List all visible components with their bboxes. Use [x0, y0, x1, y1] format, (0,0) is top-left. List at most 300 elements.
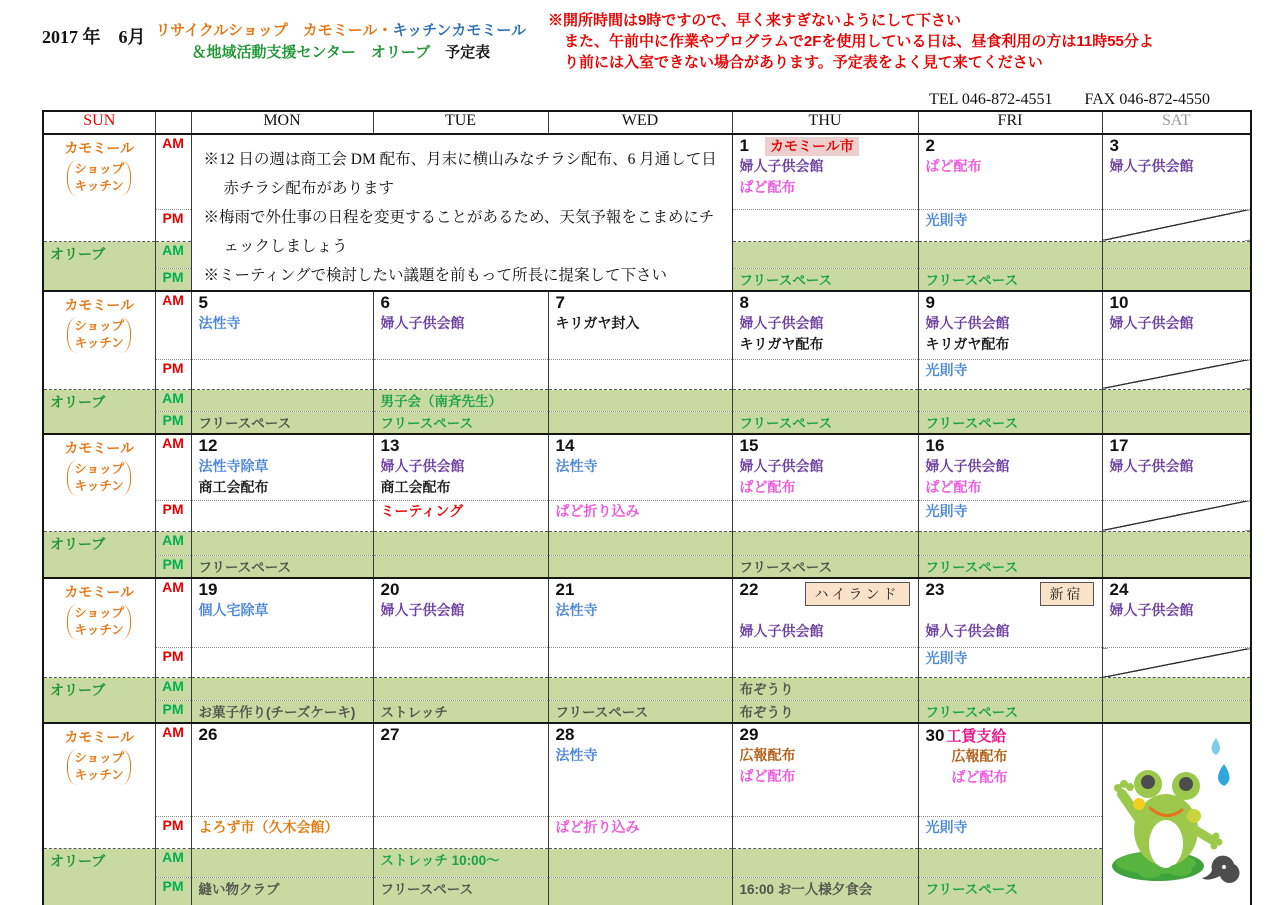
- olive-pm-events-day16: [919, 556, 1102, 577]
- shop-label: ショップ: [74, 319, 125, 333]
- olive-label: オリーブ: [50, 852, 106, 869]
- week2-row0: [43, 291, 1251, 359]
- event-label: フリースペース: [925, 705, 1019, 720]
- day-number-row: [733, 579, 918, 606]
- am-events-day27: [374, 745, 548, 747]
- pm-events-day2: [919, 210, 1102, 233]
- pm-events-day22: [733, 648, 918, 650]
- olive-pm-events-day6: [374, 412, 548, 433]
- day-number: 1: [739, 136, 749, 155]
- olive-pm-events-day8: [733, 412, 918, 433]
- day-header-spacer: [155, 111, 191, 134]
- day-number: 22: [739, 579, 759, 599]
- cell-olive-pm-day16: [918, 555, 1102, 578]
- event-label: ぱど折り込み: [555, 502, 640, 519]
- event-label: 男子会（南斉先生）: [380, 393, 502, 409]
- kamomiru-label: カモミール: [64, 729, 135, 745]
- day-number-wrap: [556, 293, 565, 313]
- olive-pm-events-day9: [919, 412, 1102, 433]
- calendar-table: [42, 110, 1252, 905]
- row-label-am: AM: [155, 723, 191, 816]
- cell-olive-am-day23: [918, 678, 1102, 701]
- day-number: 10: [1109, 293, 1129, 312]
- shop-kitchen-bracket: [67, 160, 131, 196]
- event-label: 光則寺: [925, 361, 968, 378]
- olive-pm-events-day5: [192, 412, 373, 433]
- kamomiru-row-label: [43, 578, 155, 678]
- day-number-wrap: [1110, 436, 1129, 456]
- olive-pm-events-day15: [733, 556, 918, 577]
- day-number-row: [1103, 292, 1251, 313]
- cell-pm-day20: [373, 648, 548, 678]
- event-label: 商工会配布: [380, 478, 451, 495]
- cell-am-day10: [1102, 291, 1251, 359]
- week4-row2: [43, 678, 1251, 701]
- day-number-wrap: [556, 580, 575, 600]
- cell-am-day16: [918, 434, 1102, 501]
- cell-olive-am-day15: [732, 531, 918, 555]
- pm-events-day17: [1103, 501, 1251, 503]
- event-label: ストレッチ: [380, 705, 448, 720]
- cell-olive-am-day26: [191, 848, 373, 877]
- kamomiru-label: カモミール: [64, 439, 135, 456]
- olive-pm-events-day30: [919, 878, 1102, 899]
- cell-am-day15: [732, 434, 918, 501]
- cell-olive-am-day27: [373, 848, 548, 877]
- shop-label: ショップ: [74, 162, 125, 176]
- cell-olive-pm-day12: [191, 555, 373, 578]
- cell-am-day30: [918, 723, 1102, 816]
- day-number: 29: [739, 725, 759, 744]
- cell-pm-day8: [732, 359, 918, 389]
- day-number-wrap: [926, 436, 945, 456]
- event-label: 光則寺: [925, 818, 968, 835]
- cell-pm-day17: [1102, 500, 1251, 531]
- pm-events-day13: [374, 501, 548, 524]
- day-header-thu: THU: [732, 111, 918, 134]
- day-number: 17: [1109, 435, 1129, 455]
- cell-olive-pm-day9: [918, 411, 1102, 434]
- day-number-wrap: [926, 725, 1007, 746]
- title-olive-center: ＆地域活動支援センター オリーブ: [191, 44, 431, 61]
- cell-olive-pm-day26: [191, 877, 373, 905]
- cell-olive-pm-day20: [373, 701, 548, 724]
- row-label-olive-am: AM: [155, 531, 191, 555]
- day-number-row: [374, 724, 548, 745]
- cell-olive-pm-day28: [548, 877, 732, 905]
- day-number: 8: [739, 293, 749, 312]
- am-events-day2: [919, 156, 1102, 179]
- week2-row3: [43, 411, 1251, 434]
- row-label-olive-pm: PM: [155, 877, 191, 905]
- event-label: フリースペース: [739, 415, 833, 431]
- day-number-row: [374, 292, 548, 313]
- olive-pm-events-day2: [919, 269, 1102, 290]
- cell-am-day28: [548, 723, 732, 816]
- day-number: 9: [925, 293, 935, 312]
- pm-events-day6: [374, 360, 548, 362]
- am-events-day30: [919, 746, 1102, 790]
- day-number-wrap: [381, 580, 400, 600]
- event-label: 広報配布: [739, 747, 796, 763]
- cell-am-day8: [732, 291, 918, 359]
- kitchen-label: キッチン: [74, 336, 124, 350]
- day-header-wed: WED: [548, 111, 732, 134]
- row-label-olive-am: AM: [155, 389, 191, 411]
- cell-pm-day13: [373, 500, 548, 531]
- kamomiru-row-label: [43, 434, 155, 532]
- cell-pm-day5: [191, 359, 373, 389]
- event-label: フリースペース: [739, 273, 833, 288]
- cell-olive-pm-day5: [191, 411, 373, 434]
- event-label: キリガヤ封入: [555, 315, 640, 331]
- week3-row2: [43, 531, 1251, 555]
- shop-label: ショップ: [74, 751, 125, 765]
- am-events-day14: [549, 456, 732, 479]
- pm-events-day29: [733, 817, 918, 819]
- pm-events-day15: [733, 501, 918, 503]
- day-number: 23: [925, 579, 945, 599]
- olive-label: オリーブ: [50, 682, 106, 698]
- row-label-pm: PM: [155, 816, 191, 848]
- cell-olive-pm-day7: [548, 411, 732, 434]
- cell-olive-am-day5: [191, 389, 373, 411]
- cell-olive-am-day22: [732, 678, 918, 701]
- note-line: ※梅雨で外仕事の日程を変更することがあるため、天気予報をこまめにチェックしましょう: [203, 209, 715, 255]
- day-number-row: [192, 724, 373, 745]
- day-number-wrap: [1110, 136, 1119, 156]
- am-events-day29: [733, 745, 918, 789]
- event-label: 16:00 お一人様夕食会: [739, 881, 873, 897]
- event-label: 婦人子供会館: [1109, 315, 1194, 331]
- event-label: フリースペース: [380, 415, 474, 431]
- day-number: 24: [1109, 579, 1129, 599]
- notes-text: [192, 135, 732, 290]
- am-events-day7: [549, 313, 732, 336]
- am-events-day9: [919, 313, 1102, 357]
- kamomiru-label: カモミール: [64, 140, 135, 156]
- olive-pm-events-day27: [374, 878, 548, 899]
- pm-events-day19: [192, 648, 373, 650]
- shop-kitchen-bracket: [67, 749, 131, 785]
- cell-olive-pm-day30: [918, 877, 1102, 905]
- day-number-row: [1103, 435, 1251, 456]
- kitchen-label: キッチン: [74, 622, 124, 637]
- kitchen-label: キッチン: [74, 179, 124, 193]
- event-label: フリースペース: [925, 273, 1019, 288]
- title-date: 2017 年 6月: [42, 27, 146, 47]
- cell-pm-day12: [191, 500, 373, 531]
- day-number: 13: [380, 435, 400, 455]
- day-number: 6: [380, 293, 390, 312]
- am-events-day13: [374, 456, 548, 500]
- cell-olive-am-day20: [373, 678, 548, 701]
- kamomiru-row-label: [43, 723, 155, 848]
- olive-pm-events-day1: [733, 269, 918, 290]
- cell-olive-am-day30: [918, 848, 1102, 877]
- row-label-olive-pm: PM: [155, 269, 191, 292]
- week5-row0: [43, 723, 1251, 816]
- cell-olive-am-day1: [732, 241, 918, 269]
- am-events-day3: [1103, 156, 1251, 179]
- week5-row3: [43, 877, 1251, 905]
- event-label: 婦人子供会館: [925, 315, 1010, 331]
- olive-row-label: [43, 389, 155, 434]
- day-number-row: [374, 579, 548, 600]
- cell-am-day17: [1102, 434, 1251, 501]
- week3-row3: [43, 555, 1251, 578]
- event-label: 婦人子供会館: [925, 457, 1010, 474]
- event-label: 婦人子供会館: [380, 315, 465, 331]
- week3-row1: [43, 500, 1251, 531]
- kamomiru-label: カモミール: [64, 583, 135, 600]
- event-label: 法性寺: [198, 315, 241, 331]
- row-label-pm: PM: [155, 500, 191, 531]
- shop-kitchen-bracket: [67, 317, 131, 353]
- event-label: 婦人子供会館: [1109, 158, 1194, 174]
- cell-olive-am-day29: [732, 848, 918, 877]
- cell-olive-am-day13: [373, 531, 548, 555]
- pm-events-day7: [549, 360, 732, 362]
- olive-row-label: [43, 678, 155, 724]
- cell-olive-am-day14: [548, 531, 732, 555]
- cell-pm-day7: [548, 359, 732, 389]
- day-number-row: [919, 292, 1102, 313]
- event-label: フリースペース: [555, 705, 649, 720]
- event-label: 光則寺: [925, 650, 968, 666]
- row-label-pm: PM: [155, 359, 191, 389]
- notice-line: ※開所時間は9時ですので、早く来すぎないようにして下さい: [548, 12, 962, 29]
- day-number-row: [919, 435, 1102, 456]
- am-events-day12: [192, 456, 373, 500]
- day-number: 16: [925, 435, 945, 455]
- notice-line: また、午前中に作業やプログラムで2Fを使用している日は、昼食利用の方は11時55分よ: [564, 33, 1154, 50]
- day-number-row: [192, 579, 373, 600]
- event-label: フリースペース: [198, 415, 292, 431]
- am-events-day17: [1103, 456, 1251, 479]
- cell-olive-pm-day10: [1102, 411, 1251, 434]
- day-number-row: [374, 435, 548, 456]
- cell-olive-am-day16: [918, 531, 1102, 555]
- cell-pm-day2: [918, 209, 1102, 241]
- cell-olive-am-day28: [548, 848, 732, 877]
- cell-olive-pm-day21: [548, 701, 732, 724]
- day-number: 21: [555, 579, 575, 599]
- day-number-wrap: [740, 436, 759, 456]
- cell-olive-am-day3: [1102, 241, 1251, 269]
- am-events-day20: [374, 600, 548, 623]
- cell-pm-day22: [732, 648, 918, 678]
- day-number: 28: [555, 725, 575, 744]
- week5-row1: [43, 816, 1251, 848]
- cell-pm-day30: [918, 816, 1102, 848]
- cell-olive-pm-day29: [732, 877, 918, 905]
- am-events-day10: [1103, 313, 1251, 336]
- header-row: [43, 111, 1251, 134]
- note-line: ※ミーティングで検討したい議題を前もって所長に提案して下さい: [203, 267, 667, 284]
- cell-pm-day29: [732, 816, 918, 848]
- week2-row1: [43, 359, 1251, 389]
- day-number: 14: [555, 435, 575, 455]
- event-label: 光則寺: [925, 502, 968, 519]
- cell-olive-am-day2: [918, 241, 1102, 269]
- cell-am-day23: [918, 578, 1102, 648]
- event-label: 婦人子供会館: [739, 315, 824, 331]
- day-number: 30: [925, 726, 945, 745]
- cell-olive-pm-day24: [1102, 701, 1251, 724]
- cell-olive-pm-day1: [732, 269, 918, 292]
- olive-label: オリーブ: [50, 245, 106, 262]
- row-label-olive-am: AM: [155, 848, 191, 877]
- event-label: フリースペース: [380, 881, 474, 897]
- week2-row2: [43, 389, 1251, 411]
- week3-row0: [43, 434, 1251, 501]
- pm-events-day1: [733, 210, 918, 212]
- olive-pm-events-day29: [733, 878, 918, 899]
- cell-olive-pm-day17: [1102, 555, 1251, 578]
- day-number-wrap: [199, 293, 208, 313]
- week4-row0: [43, 578, 1251, 648]
- event-label: ストレッチ 10:00～: [380, 852, 500, 868]
- event-label: ぱど配布: [925, 158, 982, 174]
- am-events-day15: [733, 456, 918, 500]
- pm-events-day3: [1103, 210, 1251, 212]
- row-label-pm: PM: [155, 209, 191, 241]
- event-label: 婦人子供会館: [1109, 601, 1194, 618]
- row-label-pm: PM: [155, 648, 191, 678]
- kamomiru-market-badge: カモミール市: [765, 137, 859, 156]
- pm-events-day8: [733, 360, 918, 362]
- cell-am-day21: [548, 578, 732, 648]
- event-label: ぱど折り込み: [555, 818, 640, 835]
- event-label: 布ぞうり: [739, 705, 794, 720]
- cell-pm-day21: [548, 648, 732, 678]
- kamomiru-label: カモミール: [64, 297, 135, 313]
- destination-box: ハイランド: [805, 582, 910, 606]
- cell-olive-pm-day27: [373, 877, 548, 905]
- event-label: 婦人子供会館: [925, 622, 1010, 639]
- shop-label: ショップ: [74, 605, 125, 620]
- day-number: 2: [925, 136, 935, 155]
- olive-am-events-day27: [374, 849, 548, 870]
- olive-pm-events-day23: [919, 701, 1102, 722]
- day-number-row: [919, 579, 1102, 606]
- olive-label: オリーブ: [50, 535, 106, 552]
- day-number-row: [1103, 579, 1251, 600]
- am-events-day21: [549, 600, 732, 623]
- cell-am-day2: [918, 134, 1102, 209]
- day-number-row: [919, 135, 1102, 156]
- cell-pm-day26: [191, 816, 373, 848]
- day-number-wrap: [1110, 293, 1129, 313]
- cell-olive-am-day12: [191, 531, 373, 555]
- day-number-row: [549, 579, 732, 600]
- olive-label: オリーブ: [50, 393, 106, 410]
- kitchen-label: キッチン: [74, 478, 124, 493]
- event-label: ぱど配布: [739, 478, 796, 495]
- shop-label: ショップ: [74, 461, 125, 476]
- shop-kitchen-bracket: [67, 460, 131, 496]
- frog-cell: [1102, 723, 1251, 905]
- week4-row1: [43, 648, 1251, 678]
- row-label-olive-pm: PM: [155, 411, 191, 434]
- cell-am-day26: [191, 723, 373, 816]
- event-label: 法性寺除草: [198, 457, 269, 474]
- day-number: 19: [198, 579, 218, 599]
- event-label: 婦人子供会館: [380, 457, 465, 474]
- day-number-row: [549, 435, 732, 456]
- day-number-row: [549, 724, 732, 745]
- olive-row-label: [43, 241, 155, 291]
- event-label: 個人宅除草: [198, 601, 269, 618]
- cell-am-day13: [373, 434, 548, 501]
- event-label: 婦人子供会館: [739, 158, 824, 174]
- am-events-day5: [192, 313, 373, 336]
- cell-pm-day16: [918, 500, 1102, 531]
- title-shop-name: リサイクルショップ カモミール・: [155, 22, 393, 39]
- olive-pm-events-day19: [192, 701, 373, 722]
- day-number: 3: [1109, 136, 1119, 155]
- day-number-wrap: [740, 580, 759, 600]
- cell-pm-day6: [373, 359, 548, 389]
- event-label: ミーティング: [380, 502, 464, 519]
- cell-am-day19: [191, 578, 373, 648]
- event-label: 婦人子供会館: [1109, 457, 1194, 474]
- event-label: お菓子作り(チーズケーキ): [198, 705, 356, 720]
- cell-olive-am-day6: [373, 389, 548, 411]
- day-number-wrap: [199, 725, 218, 745]
- note-line: ※12 日の週は商工会 DM 配布、月末に横山みなチラシ配布、6 月通して日赤チラシ配布があります: [203, 151, 717, 197]
- am-events-day6: [374, 313, 548, 336]
- am-events-day24: [1103, 600, 1251, 623]
- day-number-wrap: [740, 293, 749, 313]
- day-number-row: [192, 435, 373, 456]
- cell-pm-day15: [732, 500, 918, 531]
- day-number-wrap: [740, 136, 859, 156]
- olive-pm-events-day26: [192, 878, 373, 899]
- day-number-wrap: [381, 725, 400, 745]
- pm-events-day26: [192, 817, 373, 840]
- day-number-wrap: [1110, 580, 1129, 600]
- olive-pm-events-day21: [549, 701, 732, 722]
- am-events-day23: [919, 621, 1102, 644]
- cell-olive-pm-day2: [918, 269, 1102, 292]
- pm-events-day10: [1103, 360, 1251, 362]
- event-label: キリガヤ配布: [925, 336, 1010, 352]
- kamomiru-row-label: [43, 291, 155, 389]
- am-events-day16: [919, 456, 1102, 500]
- row-label-olive-am: AM: [155, 241, 191, 269]
- cell-olive-pm-day13: [373, 555, 548, 578]
- am-events-day8: [733, 313, 918, 357]
- row-label-am: AM: [155, 434, 191, 501]
- day-header-mon: MON: [191, 111, 373, 134]
- event-label: 広報配布: [951, 748, 1008, 764]
- wage-payment-label: 工賃支給: [946, 728, 1007, 745]
- cell-pm-day28: [548, 816, 732, 848]
- cell-pm-day19: [191, 648, 373, 678]
- olive-row-label: [43, 531, 155, 578]
- day-number-row: [733, 724, 918, 745]
- am-events-day1: [733, 156, 918, 200]
- cell-olive-am-day21: [548, 678, 732, 701]
- day-number-row: [733, 292, 918, 313]
- event-label: ぱど配布: [925, 478, 982, 495]
- day-number-wrap: [926, 580, 945, 600]
- kamomiru-row-label: [43, 134, 155, 241]
- pm-events-day21: [549, 648, 732, 650]
- day-number: 12: [198, 435, 218, 455]
